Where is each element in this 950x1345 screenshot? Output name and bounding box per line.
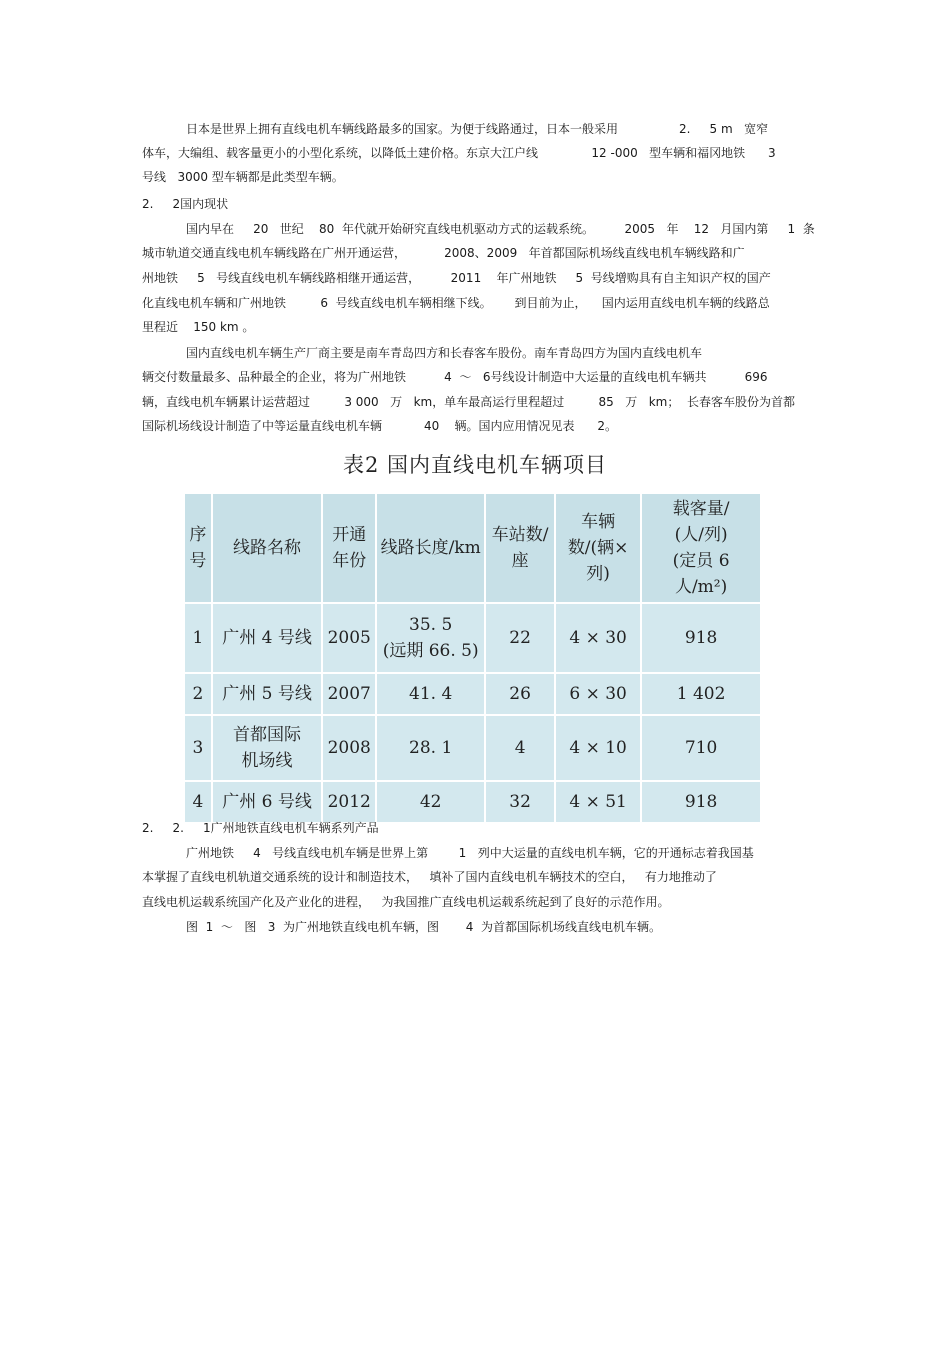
cell-line-name: 首都国际机场线 xyxy=(212,715,323,781)
section-heading-2-2: 2. 2国内现状 xyxy=(142,197,229,211)
cell-no: 4 xyxy=(184,781,212,823)
cell-vehicles: 6 × 30 xyxy=(555,673,641,715)
paragraph-1-line-3: 号线 3000 型车辆都是此类型车辆。 xyxy=(142,170,344,184)
cell-stations: 32 xyxy=(485,781,555,823)
cell-line-length xyxy=(376,603,485,673)
vehicle-project-table xyxy=(183,492,762,824)
paragraph-3-line-3: 辆，直线电机车辆累计运营超过 3 000 万 km，单车最高运行里程超过 85 万 km； 长春客车股份为首都 xyxy=(142,395,795,409)
paragraph-1-line-2: 体车，大编组、载客量更小的小型化系统，以降低土建价格。东京大江户线 12 -000 型车辆和福冈地铁 3 xyxy=(142,146,776,160)
header-open-year: 开通年份 xyxy=(322,493,376,603)
cell-line-length: 42 xyxy=(376,781,485,823)
cell-line-name: 广州 4 号线 xyxy=(212,603,323,673)
cell-open-year: 2008 xyxy=(322,715,376,781)
cell-stations: 22 xyxy=(485,603,555,673)
cell-vehicles: 4 × 30 xyxy=(555,603,641,673)
header-vehicles: 车辆数/(辆×列) xyxy=(555,493,641,603)
paragraph-2-line-3: 州地铁 5 号线直线电机车辆线路相继开通运营， 2011 年广州地铁 5 号线增购具有自主知识产权的国产 xyxy=(142,271,771,285)
cell-capacity: 1 402 xyxy=(641,673,761,715)
cell-length-value: 35. 5 xyxy=(409,615,453,635)
cell-line-length: 28. 1 xyxy=(376,715,485,781)
cell-stations: 26 xyxy=(485,673,555,715)
paragraph-1-line-1: 日本是世界上拥有直线电机车辆线路最多的国家。为便于线路通过，日本一般采用 2. 5 m 宽窄 xyxy=(186,122,769,136)
paragraph-4-line-1: 广州地铁 4 号线直线电机车辆是世界上第 1 列中大运量的直线电机车辆，它的开通标志着我国基 xyxy=(186,846,754,860)
table-header-row xyxy=(184,493,761,603)
cell-open-year: 2012 xyxy=(322,781,376,823)
cell-capacity: 710 xyxy=(641,715,761,781)
table-row xyxy=(184,603,761,673)
cell-line-name: 广州 5 号线 xyxy=(212,673,323,715)
cell-open-year: 2007 xyxy=(322,673,376,715)
header-capacity-line-2: (人/列) xyxy=(674,525,728,545)
cell-no: 1 xyxy=(184,603,212,673)
paragraph-2-line-1: 国内早在 20 世纪 80 年代就开始研究直线电机驱动方式的运载系统。 2005 年 12 月国内第 1 条 xyxy=(186,222,815,236)
cell-capacity: 918 xyxy=(641,603,761,673)
paragraph-2-line-5: 里程近 150 km 。 xyxy=(142,320,255,334)
paragraph-3-line-1: 国内直线电机车辆生产厂商主要是南车青岛四方和长春客车股份。南车青岛四方为国内直线电机车 xyxy=(186,346,703,360)
cell-vehicles: 4 × 51 xyxy=(555,781,641,823)
header-stations: 车站数/座 xyxy=(485,493,555,603)
table-title: 表2 国内直线电机车辆项目 xyxy=(342,453,608,477)
paragraph-4-line-2: 本掌握了直线电机轨道交通系统的设计和制造技术， 填补了国内直线电机车辆技术的空白， 有力地推动了 xyxy=(142,870,717,884)
paragraph-2-line-4: 化直线电机车辆和广州地铁 6 号线直线电机车辆相继下线。 到目前为止， 国内运用直线电机车辆的线路总 xyxy=(142,296,770,310)
paragraph-4-line-3: 直线电机运载系统国产化及产业化的进程， 为我国推广直线电机运载系统起到了良好的示范作用。 xyxy=(142,895,670,909)
table-row xyxy=(184,715,761,781)
header-capacity xyxy=(641,493,761,603)
paragraph-3-line-2: 辆交付数量最多、品种最全的企业，将为广州地铁 4 ～ 6号线设计制造中大运量的直线电机车辆共 696 xyxy=(142,370,768,384)
header-capacity-line-3: (定员 6 人/m²) xyxy=(672,551,730,597)
header-line-name: 线路名称 xyxy=(212,493,323,603)
cell-vehicles: 4 × 10 xyxy=(555,715,641,781)
paragraph-2-line-2: 城市轨道交通直线电机车辆线路在广州开通运营， 2008、2009 年首都国际机场线直线电机车辆线路和广 xyxy=(142,246,745,260)
cell-length-note: (远期 66. 5) xyxy=(382,641,479,661)
cell-line-name: 广州 6 号线 xyxy=(212,781,323,823)
cell-capacity: 918 xyxy=(641,781,761,823)
section-heading-2-2-1: 2. 2. 1广州地铁直线电机车辆系列产品 xyxy=(142,821,379,835)
cell-no: 3 xyxy=(184,715,212,781)
header-capacity-line-1: 载客量/ xyxy=(672,499,730,519)
cell-open-year: 2005 xyxy=(322,603,376,673)
paragraph-3-line-4: 国际机场线设计制造了中等运量直线电机车辆 40 辆。国内应用情况见表 2。 xyxy=(142,419,618,433)
header-no: 序号 xyxy=(184,493,212,603)
header-line-length: 线路长度/km xyxy=(376,493,485,603)
paragraph-5: 图 1 ～ 图 3 为广州地铁直线电机车辆，图 4 为首都国际机场线直线电机车辆。 xyxy=(186,920,662,934)
cell-line-length: 41. 4 xyxy=(376,673,485,715)
cell-stations: 4 xyxy=(485,715,555,781)
cell-no: 2 xyxy=(184,673,212,715)
table-row xyxy=(184,781,761,823)
table-row xyxy=(184,673,761,715)
